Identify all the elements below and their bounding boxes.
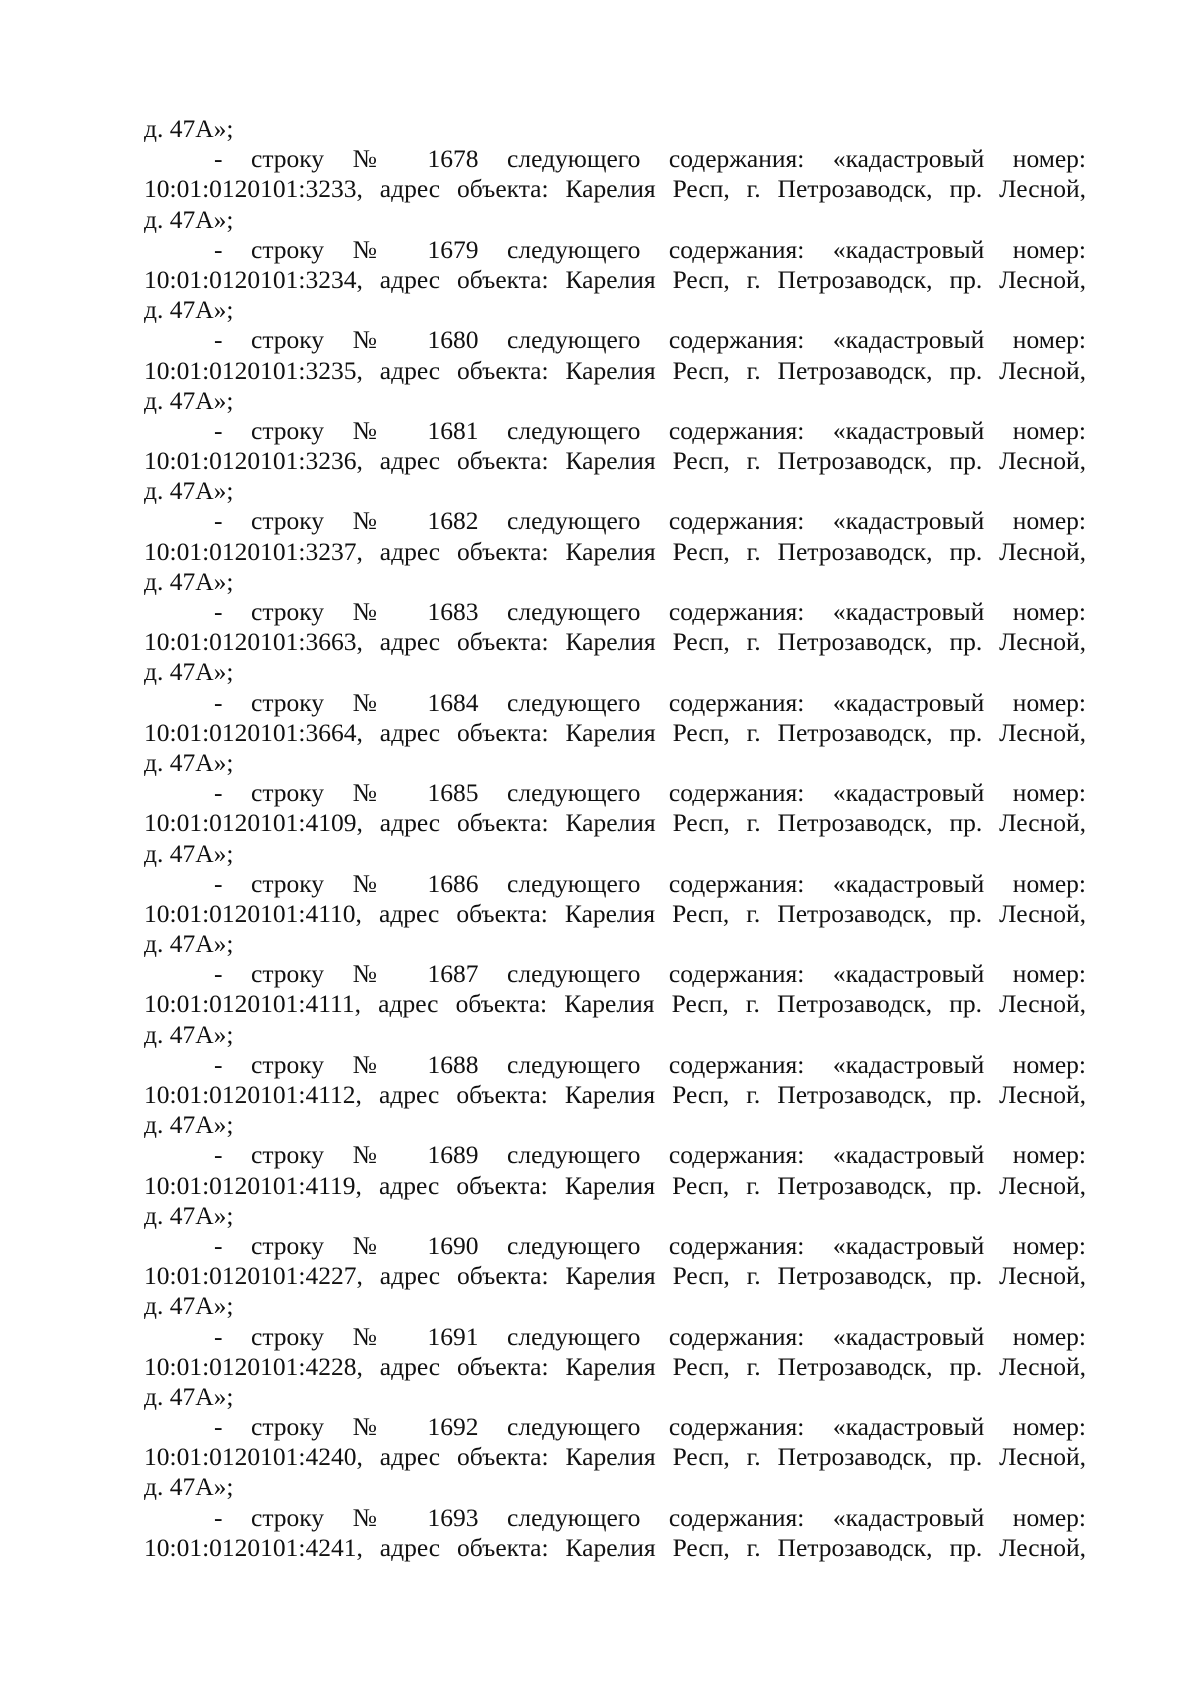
document-body — [144, 114, 1086, 1563]
entry-lead-line: - строку № 1686 следующего содержания: «кадастровый номер: — [214, 868, 1086, 898]
entry-tail-line: д. 47А»; — [144, 566, 234, 596]
entry-lead-line: - строку № 1679 следующего содержания: «кадастровый номер: — [214, 234, 1086, 264]
entry-lead-line: - строку № 1688 следующего содержания: «кадастровый номер: — [214, 1049, 1086, 1079]
entry-cadastral-line: 10:01:0120101:4240, адрес объекта: Карелия Респ, г. Петрозаводск, пр. Лесной, — [144, 1442, 1086, 1472]
entry-lead-line: - строку № 1684 следующего содержания: «кадастровый номер: — [214, 687, 1086, 717]
entry-cadastral-line: 10:01:0120101:4227, адрес объекта: Карелия Респ, г. Петрозаводск, пр. Лесной, — [144, 1261, 1086, 1291]
entry-lead-line: - строку № 1691 следующего содержания: «кадастровый номер: — [214, 1321, 1086, 1351]
entry-tail-line: д. 47А»; — [144, 295, 234, 325]
entry-tail-line: д. 47А»; — [144, 1110, 234, 1140]
entry-lead-line: - строку № 1683 следующего содержания: «кадастровый номер: — [214, 597, 1086, 626]
entry-tail-line: д. 47А»; — [144, 204, 234, 234]
entry-cadastral-line: 10:01:0120101:3234, адрес объекта: Карелия Респ, г. Петрозаводск, пр. Лесной, — [144, 264, 1086, 294]
entry-cadastral-line: 10:01:0120101:4111, адрес объекта: Карелия Респ, г. Петрозаводск, пр. Лесной, — [144, 989, 1086, 1019]
entry-lead-line: - строку № 1690 следующего содержания: «кадастровый номер: — [214, 1230, 1086, 1260]
entry-lead-line: - строку № 1678 следующего содержания: «кадастровый номер: — [214, 144, 1086, 174]
entry-tail-line: д. 47А»; — [144, 385, 234, 415]
entry-cadastral-line: 10:01:0120101:3664, адрес объекта: Карелия Респ, г. Петрозаводск, пр. Лесной, — [144, 717, 1086, 747]
entry-cadastral-line: 10:01:0120101:3233, адрес объекта: Карелия Респ, г. Петрозаводск, пр. Лесной, — [144, 174, 1086, 204]
entry-cadastral-line: 10:01:0120101:3236, адрес объекта: Карелия Респ, г. Петрозаводск, пр. Лесной, — [144, 446, 1086, 476]
entry-tail-line: д. 47А»; — [144, 747, 234, 777]
entry-lead-line: - строку № 1689 следующего содержания: «кадастровый номер: — [214, 1140, 1086, 1170]
entry-cadastral-line: 10:01:0120101:4110, адрес объекта: Карелия Респ, г. Петрозаводск, пр. Лесной, — [144, 898, 1086, 928]
entry-tail-line: д. 47А»; — [144, 476, 234, 506]
entry-lead-line: - строку № 1682 следующего содержания: «кадастровый номер: — [214, 506, 1086, 536]
entry-cadastral-line: 10:01:0120101:4112, адрес объекта: Карелия Респ, г. Петрозаводск, пр. Лесной, — [144, 1080, 1086, 1109]
entry-lead-line: - строку № 1681 следующего содержания: «кадастровый номер: — [214, 415, 1086, 445]
entry-cadastral-line: 10:01:0120101:4119, адрес объекта: Карелия Респ, г. Петрозаводск, пр. Лесной, — [144, 1170, 1086, 1200]
entry-cadastral-line: 10:01:0120101:3237, адрес объекта: Карелия Респ, г. Петрозаводск, пр. Лесной, — [144, 536, 1086, 566]
entry-lead-line: - строку № 1680 следующего содержания: «кадастровый номер: — [214, 325, 1086, 355]
entry-tail-line: д. 47А»; — [144, 1200, 234, 1230]
entry-cadastral-line: 10:01:0120101:3235, адрес объекта: Карелия Респ, г. Петрозаводск, пр. Лесной, — [144, 355, 1086, 385]
document-first-line: д. 47А»; — [144, 114, 234, 143]
entry-tail-line: д. 47А»; — [144, 929, 234, 959]
entry-tail-line: д. 47А»; — [144, 1381, 234, 1411]
entry-cadastral-line: 10:01:0120101:3663, адрес объекта: Карелия Респ, г. Петрозаводск, пр. Лесной, — [144, 627, 1086, 657]
entry-tail-line: д. 47А»; — [144, 1472, 234, 1502]
entry-lead-line: - строку № 1687 следующего содержания: «кадастровый номер: — [214, 959, 1086, 989]
entry-cadastral-line: 10:01:0120101:4228, адрес объекта: Карелия Респ, г. Петрозаводск, пр. Лесной, — [144, 1351, 1086, 1381]
entry-tail-line: д. 47А»; — [144, 1291, 234, 1321]
entry-tail-line: д. 47А»; — [144, 1019, 234, 1049]
entry-lead-line: - строку № 1685 следующего содержания: «кадастровый номер: — [214, 778, 1086, 808]
entry-cadastral-line: 10:01:0120101:4109, адрес объекта: Карелия Респ, г. Петрозаводск, пр. Лесной, — [144, 808, 1086, 838]
entry-lead-line: - строку № 1693 следующего содержания: «кадастровый номер: — [214, 1502, 1086, 1532]
entry-cadastral-line: 10:01:0120101:4241, адрес объекта: Карелия Респ, г. Петрозаводск, пр. Лесной, — [144, 1532, 1086, 1562]
entry-tail-line: д. 47А»; — [144, 838, 234, 868]
entry-tail-line: д. 47А»; — [144, 657, 234, 687]
entry-lead-line: - строку № 1692 следующего содержания: «кадастровый номер: — [214, 1412, 1086, 1442]
